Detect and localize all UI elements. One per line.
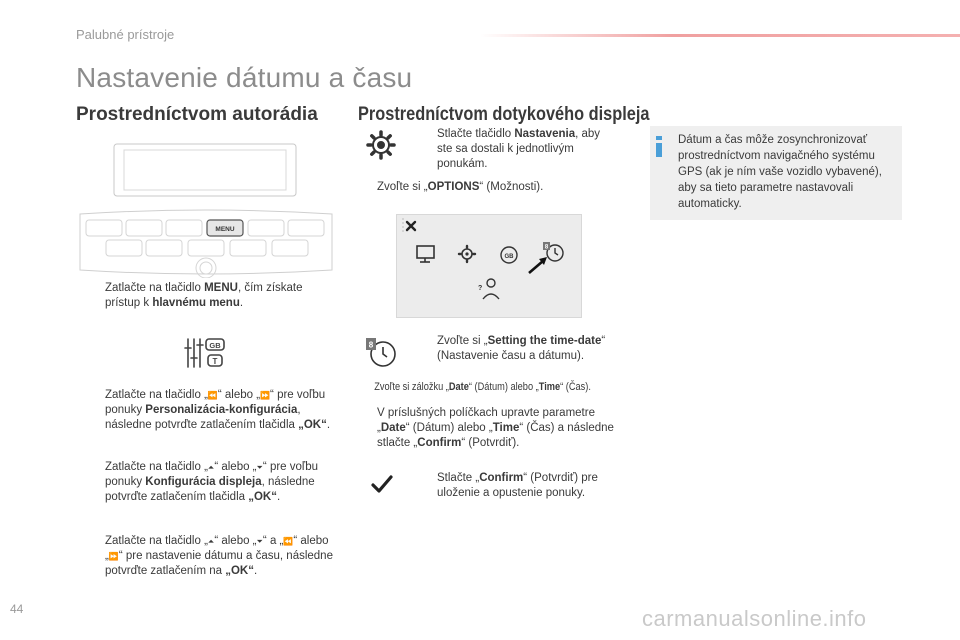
date-time-setting-icon bbox=[366, 338, 400, 368]
t-label: T bbox=[212, 357, 218, 366]
header-rule bbox=[480, 34, 960, 37]
language-label: GB bbox=[504, 254, 514, 260]
right-step-3: Zvoľte si „Setting the time-date“ (Nastavenie času a dátumu). bbox=[437, 335, 606, 362]
forward-icon: ⏩ bbox=[108, 552, 119, 561]
gb-label: GB bbox=[209, 341, 221, 350]
down-arrow-icon: ⏷ bbox=[256, 537, 263, 546]
radio-panel-illustration bbox=[76, 142, 336, 278]
help-label: ? bbox=[478, 285, 483, 292]
left-step-2: Zatlačte na tlačidlo „⏪“ alebo „⏩“ pre voľbu ponuky Personalizácia-konfigurácia, následne potvrďte zatlačením tlačidla „OK“. bbox=[105, 389, 331, 431]
date-time-badge: 8 bbox=[368, 340, 374, 350]
left-step-3: Zatlačte na tlačidlo „⏶“ alebo „⏷“ pre voľbu ponuky Konfigurácia displeja, následne potvrďte zatlačením tlačidla „OK“. bbox=[105, 461, 319, 503]
close-icon bbox=[407, 222, 415, 230]
language-icon bbox=[501, 247, 517, 263]
up-arrow-icon: ⏶ bbox=[207, 537, 215, 546]
settings-icon bbox=[459, 246, 475, 262]
right-step-4: Zvoľte si záložku „Date“ (Dátum) alebo „Time“ (Čas). bbox=[374, 381, 591, 393]
page-number: 44 bbox=[10, 602, 24, 616]
rewind-icon: ⏪ bbox=[283, 537, 294, 546]
info-note-text: Dátum a čas môže zosynchronizovať prostredníctvom navigačného systému GPS (ak je ním vaše vozidlo vybavené), aby sa tieto parametre nastavovali automaticky. bbox=[678, 134, 882, 210]
right-step-1: Stlačte tlačidlo Nastavenia, aby ste sa dostali k jednotlivým ponukám. bbox=[437, 128, 601, 170]
right-step-6: Stlačte „Confirm“ (Potvrdiť) pre uloženie a opustenie ponuky. bbox=[437, 472, 598, 499]
up-arrow-icon: ⏶ bbox=[207, 463, 215, 472]
display-icon bbox=[417, 246, 434, 262]
heading-via-touchscreen: Prostredníctvom dotykového displeja bbox=[358, 104, 650, 125]
right-step-2: Zvoľte si „OPTIONS“ (Možnosti). bbox=[377, 181, 544, 193]
personalization-icon bbox=[184, 336, 226, 370]
settings-gear-icon bbox=[366, 130, 396, 160]
pointer-arrow-icon bbox=[529, 257, 547, 273]
forward-icon: ⏩ bbox=[260, 391, 271, 400]
info-icon bbox=[655, 136, 664, 157]
down-arrow-icon: ⏷ bbox=[256, 463, 263, 472]
left-step-4: Zatlačte na tlačidlo „⏶“ alebo „⏷“ a „⏪“ alebo „⏩“ pre nastavenie dátumu a času, následne potvrďte zatlačením na „OK“. bbox=[105, 535, 333, 577]
right-step-5: V príslušných políčkach upravte parametre „Date“ (Dátum) alebo „Time“ (Čas) a následne stlačte „Confirm“ (Potvrdiť). bbox=[377, 407, 614, 449]
confirm-check-icon bbox=[371, 474, 393, 494]
menu-button-label: MENU bbox=[215, 226, 235, 233]
section-label: Palubné prístroje bbox=[76, 27, 175, 42]
svg-text:8: 8 bbox=[544, 244, 549, 251]
left-step-1: Zatlačte na tlačidlo MENU, čím získate prístup k hlavnému menu. bbox=[105, 282, 303, 309]
help-icon bbox=[483, 279, 499, 299]
page-title: Nastavenie dátumu a času bbox=[76, 62, 413, 93]
watermark: carmanualsonline.info bbox=[642, 606, 867, 631]
rewind-icon: ⏪ bbox=[207, 391, 218, 400]
options-screen-illustration bbox=[396, 214, 582, 318]
heading-via-radio: Prostredníctvom autorádia bbox=[76, 104, 318, 125]
